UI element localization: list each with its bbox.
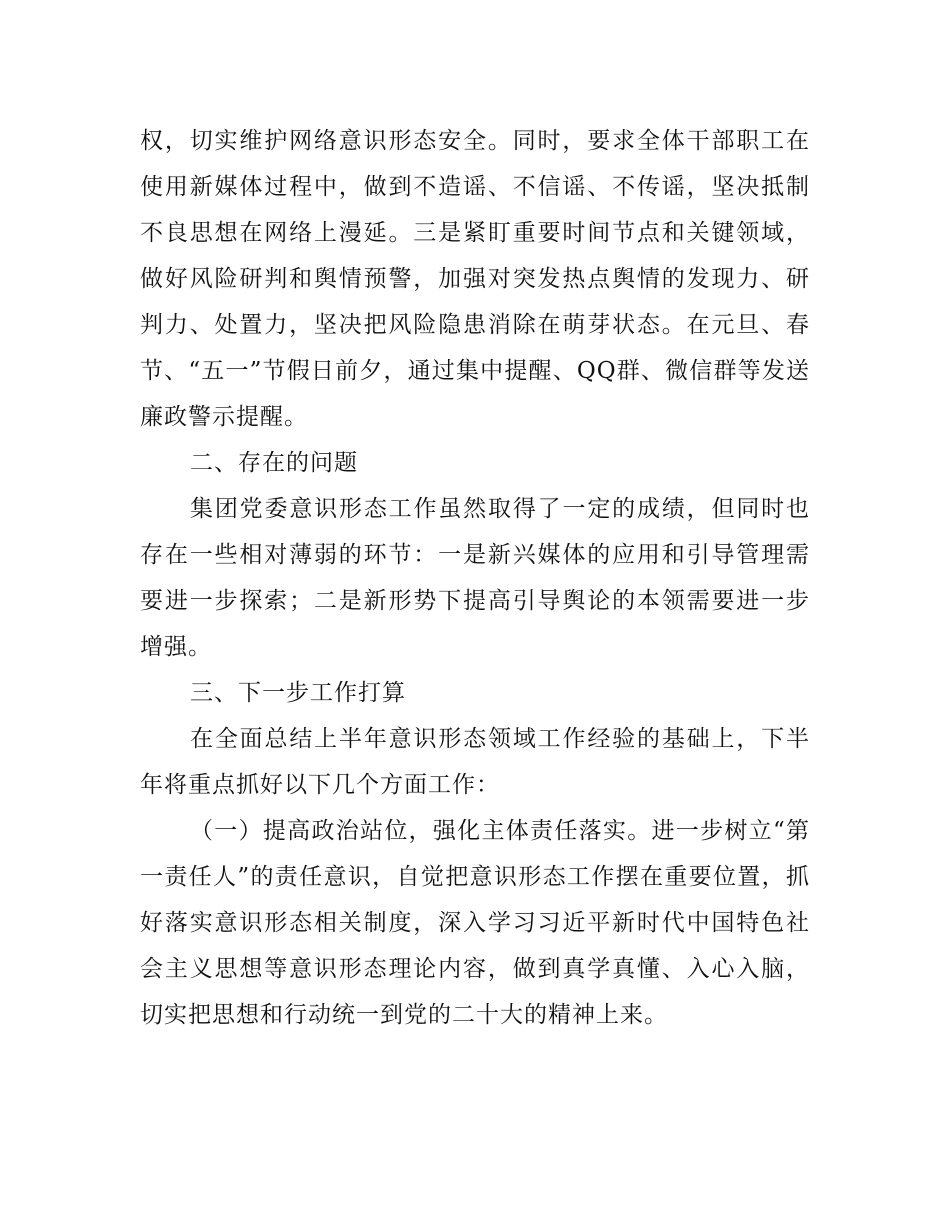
paragraph-plan-item-1: （一）提高政治站位，强化主体责任落实。进一步树立“第一责任人”的责任意识，自觉把意识形态工作摆在重要位置，抓好落实意识形态相关制度，深入学习习近平新时代中国特色社会主义思想等意识形态理论内容，做到真学真懂、入心入脑，切实把思想和行动统一到党的二十大的精神上来。: [140, 818, 810, 1028]
paragraph-continuation: 权，切实维护网络意识形态安全。同时，要求全体干部职工在使用新媒体过程中，做到不造谣、不信谣、不传谣，坚决抵制不良思想在网络上漫延。三是紧盯重要时间节点和关键领域，做好风险研判和舆情预警，加强对突发热点舆情的发现力、研判力、处置力，坚决把风险隐患消除在萌芽状态。在元旦、春节、“五一”节假日前夕，通过集中提醒、QQ群、微信群等发送廉政警示提醒。: [140, 128, 810, 430]
paragraph-problems: 集团党委意识形态工作虽然取得了一定的成绩，但同时也存在一些相对薄弱的环节：一是新兴媒体的应用和引导管理需要进一步探索；二是新形势下提高引导舆论的本领需要进一步增强。: [140, 496, 810, 660]
document-page: [140, 118, 810, 1038]
section-heading-problems: 二、存在的问题: [190, 450, 358, 476]
paragraph-plan-intro: 在全面总结上半年意识形态领域工作经验的基础上，下半年将重点抓好以下几个方面工作：: [140, 726, 810, 798]
section-heading-next-steps: 三、下一步工作打算: [190, 680, 406, 706]
